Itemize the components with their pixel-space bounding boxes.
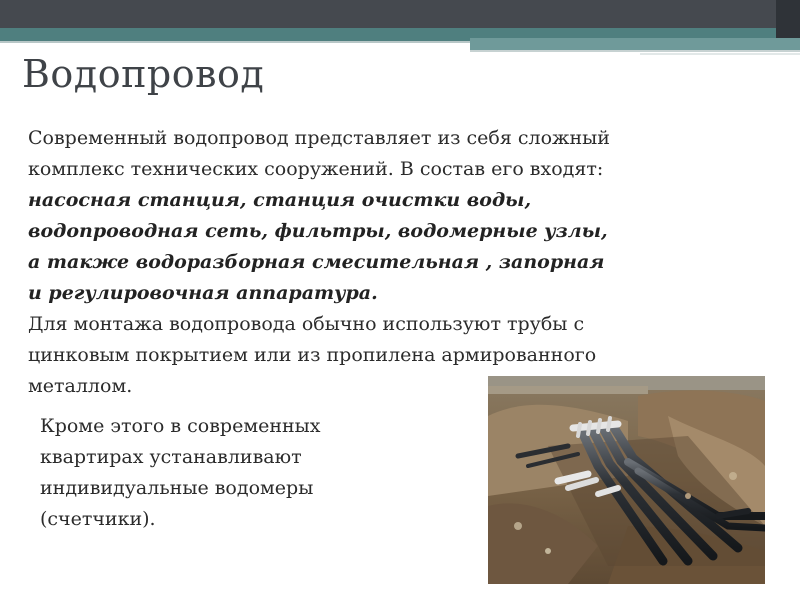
header-line (0, 41, 470, 43)
slide-title: Водопровод (22, 52, 265, 96)
header-dark-bar (0, 0, 800, 28)
text-line: комплекс технических сооружений. В состав его входят: (28, 158, 604, 180)
text-line: индивидуальные водомеры (40, 477, 314, 499)
header-line (470, 50, 800, 52)
text-line: Современный водопровод представляет из себя сложный (28, 127, 610, 149)
text-line: Кроме этого в современных (40, 415, 321, 437)
header-teal-highlight (470, 38, 800, 50)
text-line: Для монтажа водопровода обычно используют трубы с (28, 313, 585, 335)
text-line: металлом. (28, 375, 133, 397)
text-line: цинковым покрытием или из пропилена армированного (28, 344, 597, 366)
pipes-in-trench-photo (488, 376, 765, 584)
main-paragraph (28, 123, 788, 402)
meter-paragraph (40, 411, 420, 535)
header-corner (776, 0, 800, 38)
bold-text-line: насосная станция, станция очистки воды, (28, 189, 532, 211)
bold-text-line: а также водоразборная смесительная , запорная (28, 251, 605, 273)
bold-text-line: водопроводная сеть, фильтры, водомерные узлы, (28, 220, 608, 242)
header-line (640, 53, 800, 55)
text-line: квартирах устанавливают (40, 446, 302, 468)
text-line: (счетчики). (40, 508, 156, 530)
bold-text-line: и регулировочная аппаратура. (28, 282, 378, 304)
